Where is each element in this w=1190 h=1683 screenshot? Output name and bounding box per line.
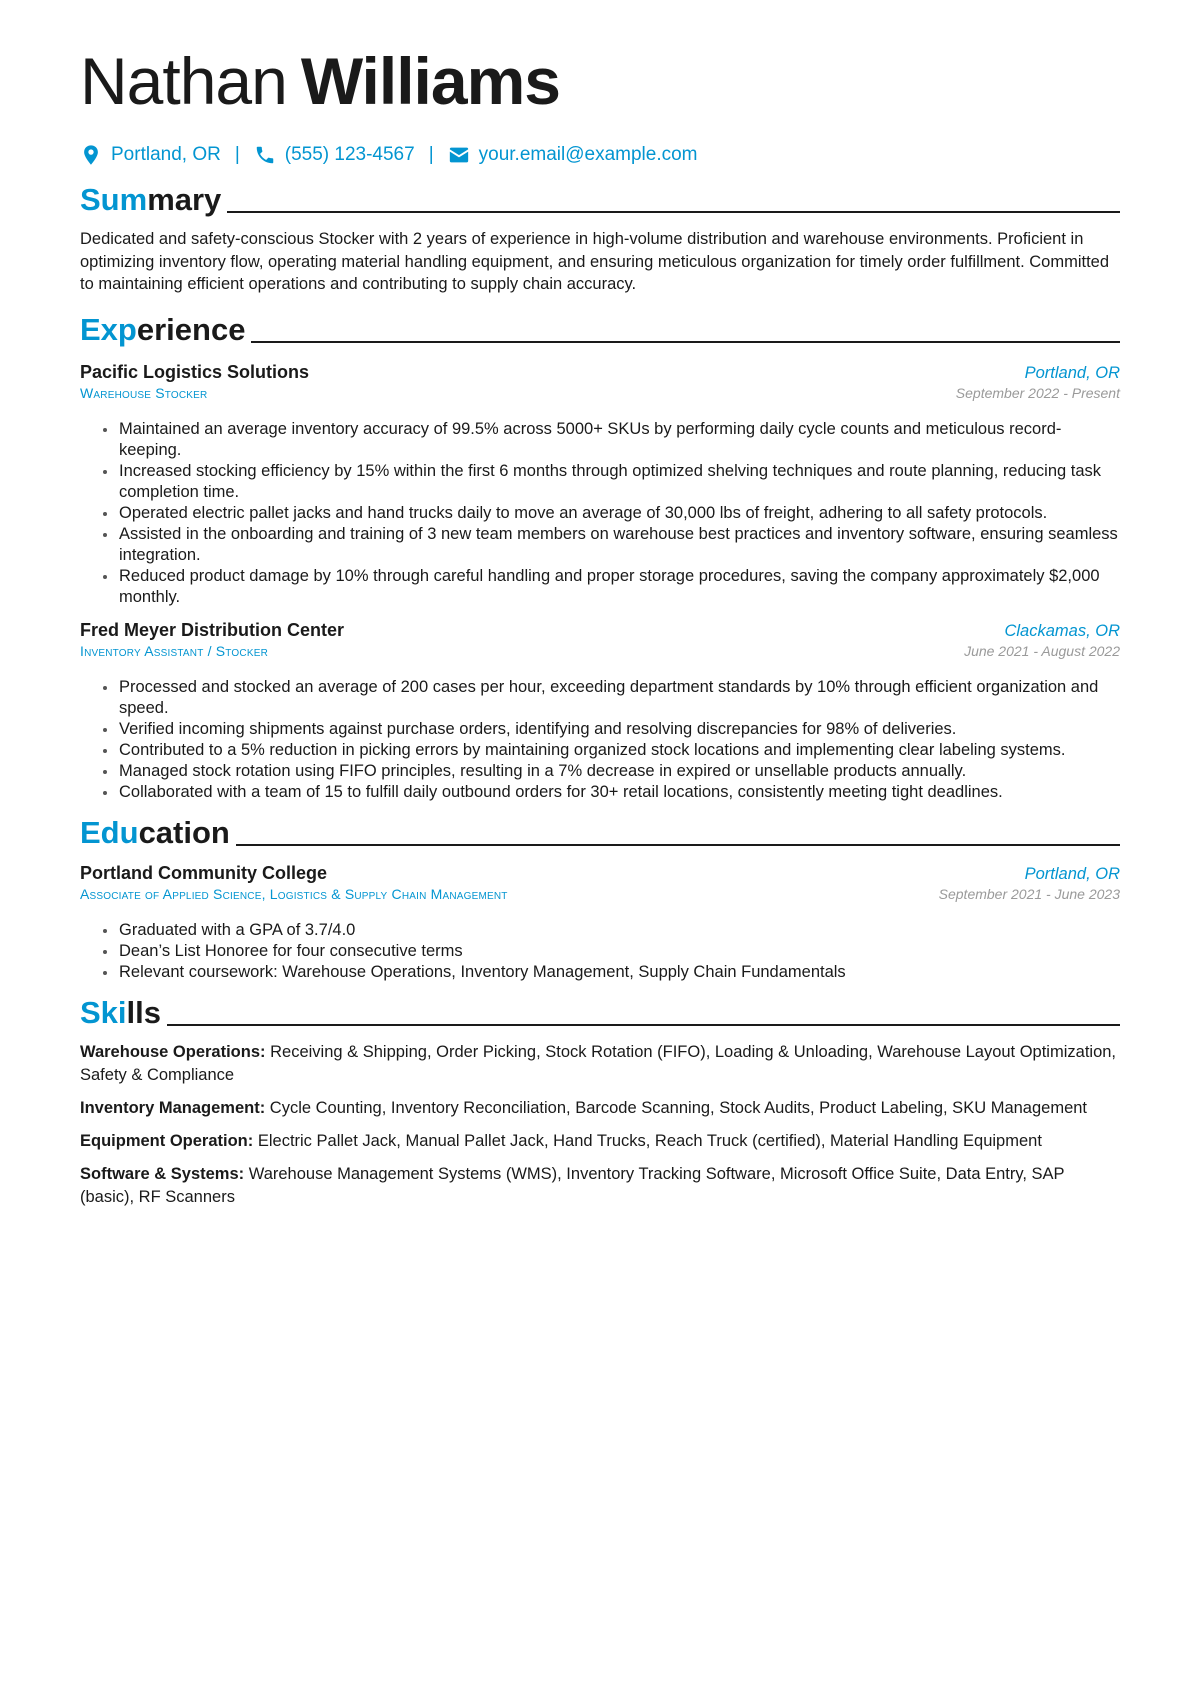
section-heading	[80, 308, 1120, 348]
job-dates: June 2021 - August 2022	[964, 642, 1120, 659]
experience-title	[80, 312, 245, 348]
phone-icon	[254, 144, 276, 166]
title-rest: cation	[138, 814, 230, 850]
job-title: Inventory Assistant / Stocker	[80, 642, 268, 659]
section-divider	[167, 1024, 1120, 1026]
title-accent: Ski	[80, 994, 127, 1030]
job-bullets	[80, 677, 1120, 803]
section-divider	[251, 341, 1120, 343]
section-divider	[227, 211, 1120, 213]
degree-title: Associate of Applied Science, Logistics & Supply Chain Management	[80, 885, 508, 902]
skills-title	[80, 995, 161, 1031]
email-link[interactable]: your.email@example.com	[478, 144, 698, 165]
title-rest: mary	[147, 182, 222, 217]
skill-row	[80, 1041, 1120, 1087]
skill-label: Equipment Operation:	[80, 1131, 254, 1150]
candidate-name	[80, 36, 1120, 126]
title-accent: Sum	[80, 182, 148, 217]
job-title: Warehouse Stocker	[80, 384, 208, 401]
bullet-item: • Relevant coursework: Warehouse Operations, Inventory Management, Supply Chain Fundamentals	[118, 962, 1120, 983]
last-name: Williams	[300, 44, 560, 118]
skills-list	[80, 1041, 1120, 1209]
company-name: Pacific Logistics Solutions	[80, 361, 310, 382]
section-heading	[80, 811, 1120, 851]
skill-label: Software & Systems:	[80, 1164, 245, 1183]
skill-label: Inventory Management:	[80, 1098, 266, 1117]
bullet-item: • Dean’s List Honoree for four consecutive terms	[118, 941, 1120, 962]
bullet-item: • Contributed to a 5% reduction in picking errors by maintaining organized stock locations and implementing clear labeling systems.	[118, 740, 1120, 761]
education-bullets	[80, 920, 1120, 983]
experience-section	[80, 308, 1120, 803]
bullet-item: • Operated electric pallet jacks and hand trucks daily to move an average of 30,000 lbs of freight, adhering to all safety protocols.	[118, 503, 1120, 524]
bullet-item: • Processed and stocked an average of 200 cases per hour, exceeding department standards by 10% through efficient organization and speed.	[118, 677, 1120, 719]
bullet-item: • Managed stock rotation using FIFO principles, resulting in a 7% decrease in expired or unsellable products annually.	[118, 761, 1120, 782]
summary-section	[80, 178, 1120, 296]
job-dates: September 2022 - Present	[955, 384, 1120, 401]
title-rest: lls	[126, 994, 161, 1030]
title-accent: Exp	[80, 311, 137, 347]
skills-section	[80, 991, 1120, 1209]
bullet-item: • Maintained an average inventory accuracy of 99.5% across 5000+ SKUs by performing daily cycle counts and meticulous record-keeping.	[118, 419, 1120, 461]
education-title	[80, 815, 230, 851]
education-dates: September 2021 - June 2023	[938, 885, 1120, 902]
location-text: Portland, OR	[111, 144, 221, 165]
skill-value: Receiving & Shipping, Order Picking, Stock Rotation (FIFO), Loading & Unloading, Warehouse Layout Optimization, Safety & Compliance	[80, 1042, 1117, 1084]
education-section	[80, 811, 1120, 983]
school-name: Portland Community College	[80, 862, 328, 883]
first-name: Nathan	[80, 44, 287, 118]
education-entry	[80, 863, 1120, 983]
summary-title	[80, 182, 221, 218]
bullet-item: • Increased stocking efficiency by 15% within the first 6 months through optimized shelving techniques and route planning, reducing task completion time.	[118, 461, 1120, 503]
section-heading	[80, 991, 1120, 1031]
title-accent: Edu	[80, 814, 139, 850]
job-entry	[80, 620, 1120, 803]
skill-value: Cycle Counting, Inventory Reconciliation, Barcode Scanning, Stock Audits, Product Labeling, SKU Management	[269, 1098, 1088, 1117]
section-divider	[236, 844, 1120, 846]
bullet-item: • Reduced product damage by 10% through careful handling and proper storage procedures, saving the company approximately $2,000 monthly.	[118, 566, 1120, 608]
company-name: Fred Meyer Distribution Center	[80, 619, 345, 640]
bullet-item: • Assisted in the onboarding and training of 3 new team members on warehouse best practices and inventory software, ensuring seamless integration.	[118, 524, 1120, 566]
contact-location	[80, 144, 221, 166]
bullet-item: • Collaborated with a team of 15 to fulfill daily outbound orders for 30+ retail locations, consistently meeting tight deadlines.	[118, 782, 1120, 803]
contact-separator: |	[428, 144, 434, 165]
contact-email[interactable]	[448, 144, 698, 166]
skill-value: Electric Pallet Jack, Manual Pallet Jack, Hand Trucks, Reach Truck (certified), Material Handling Equipment	[257, 1131, 1042, 1150]
skill-value: Warehouse Management Systems (WMS), Inventory Tracking Software, Microsoft Office Suite, Data Entry, SAP (basic), RF Scanners	[80, 1164, 1065, 1206]
job-entry	[80, 362, 1120, 608]
job-location: Clackamas, OR	[1004, 621, 1120, 640]
map-pin-icon	[80, 144, 102, 166]
bullet-item: • Verified incoming shipments against purchase orders, identifying and resolving discrepancies for 98% of deliveries.	[118, 719, 1120, 740]
phone-text[interactable]: (555) 123-4567	[284, 144, 415, 165]
contact-phone[interactable]	[254, 144, 415, 166]
bullet-item: • Graduated with a GPA of 3.7/4.0	[118, 920, 1120, 941]
school-location: Portland, OR	[1024, 864, 1120, 883]
contact-separator: |	[234, 144, 240, 165]
contact-bar	[80, 140, 1120, 170]
job-bullets	[80, 419, 1120, 608]
skill-row	[80, 1130, 1120, 1153]
title-rest: erience	[136, 311, 246, 347]
summary-text: Dedicated and safety-conscious Stocker with 2 years of experience in high-volume distribution and warehouse environments. Proficient in optimizing inventory flow, operating material handling equipment, and ensuring meticulous organization for timely order fulfillment. Committed to maintaining efficient operations and contributing to supply chain accuracy.	[80, 230, 1110, 293]
section-heading	[80, 178, 1120, 218]
skill-label: Warehouse Operations:	[80, 1042, 266, 1061]
resume-page	[80, 36, 1120, 1219]
skill-row	[80, 1097, 1120, 1120]
job-location: Portland, OR	[1024, 363, 1120, 382]
skill-row	[80, 1163, 1120, 1209]
envelope-icon	[448, 144, 470, 166]
